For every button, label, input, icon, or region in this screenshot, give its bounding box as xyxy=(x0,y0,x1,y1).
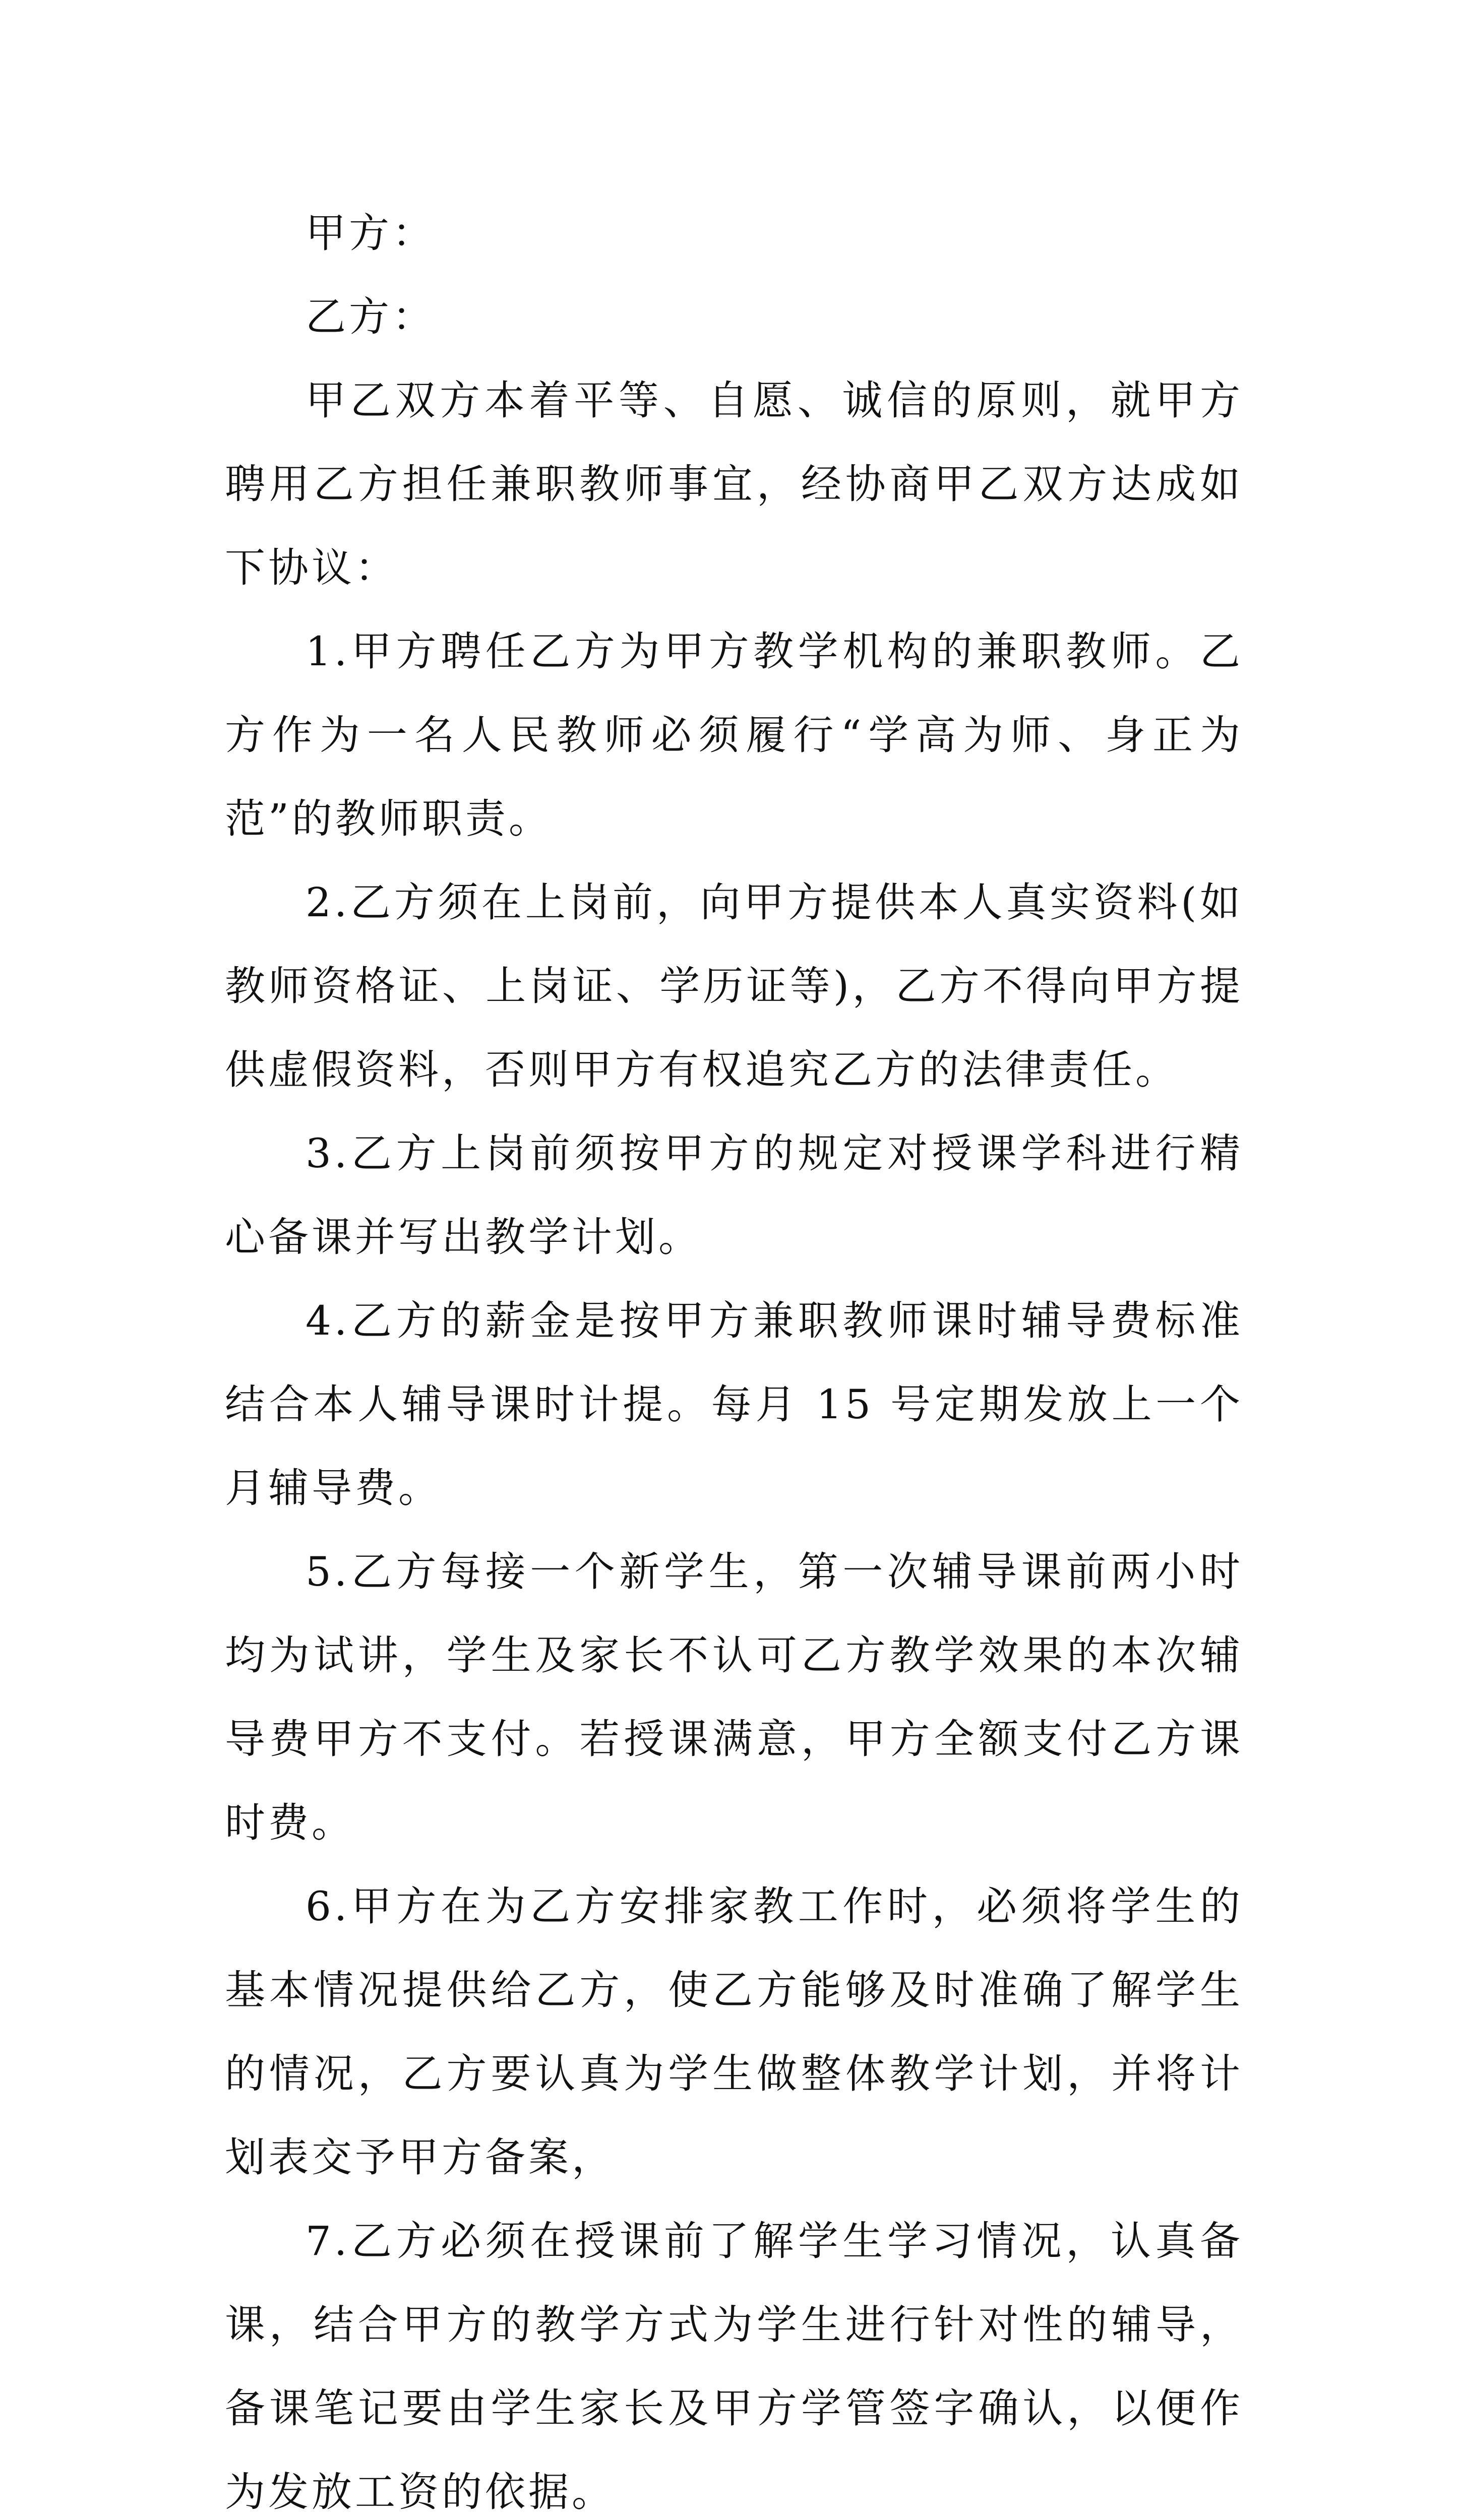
clause-2: 2.乙方须在上岗前，向甲方提供本人真实资料(如教师资格证、上岗证、学历证等)，乙方不得向甲方提供虚假资料，否则甲方有权追究乙方的法律责任。 xyxy=(225,879,1243,1093)
clause-4: 4.乙方的薪金是按甲方兼职教师课时辅导费标准结合本人辅导课时计提。每月 15 号定期发放上一个月辅导费。 xyxy=(225,1297,1243,1511)
party-b-line: 乙方： xyxy=(306,293,436,340)
clause-6: 6.甲方在为乙方安排家教工作时，必须将学生的基本情况提供给乙方，使乙方能够及时准确了解学生的情况，乙方要认真为学生做整体教学计划，并将计划表交予甲方备案， xyxy=(225,1883,1243,2181)
clause-1: 1.甲方聘任乙方为甲方教学机构的兼职教师。乙方作为一名人民教师必须履行“学高为师、身正为范”的教师职责。 xyxy=(225,628,1243,842)
intro-paragraph: 甲乙双方本着平等、自愿、诚信的原则，就甲方聘用乙方担任兼职教师事宜，经协商甲乙双方达成如下协议： xyxy=(225,377,1243,591)
clause-3: 3.乙方上岗前须按甲方的规定对授课学科进行精心备课并写出教学计划。 xyxy=(225,1130,1243,1261)
party-a-line: 甲方： xyxy=(306,210,436,257)
document-body xyxy=(225,192,1243,2520)
clause-7: 7.乙方必须在授课前了解学生学习情况，认真备课，结合甲方的教学方式为学生进行针对性的辅导，备课笔记要由学生家长及甲方学管签字确认，以便作为发放工资的依据。 xyxy=(225,2218,1243,2515)
clause-5: 5.乙方每接一个新学生，第一次辅导课前两小时均为试讲，学生及家长不认可乙方教学效果的本次辅导费甲方不支付。若授课满意，甲方全额支付乙方课时费。 xyxy=(225,1548,1243,1846)
